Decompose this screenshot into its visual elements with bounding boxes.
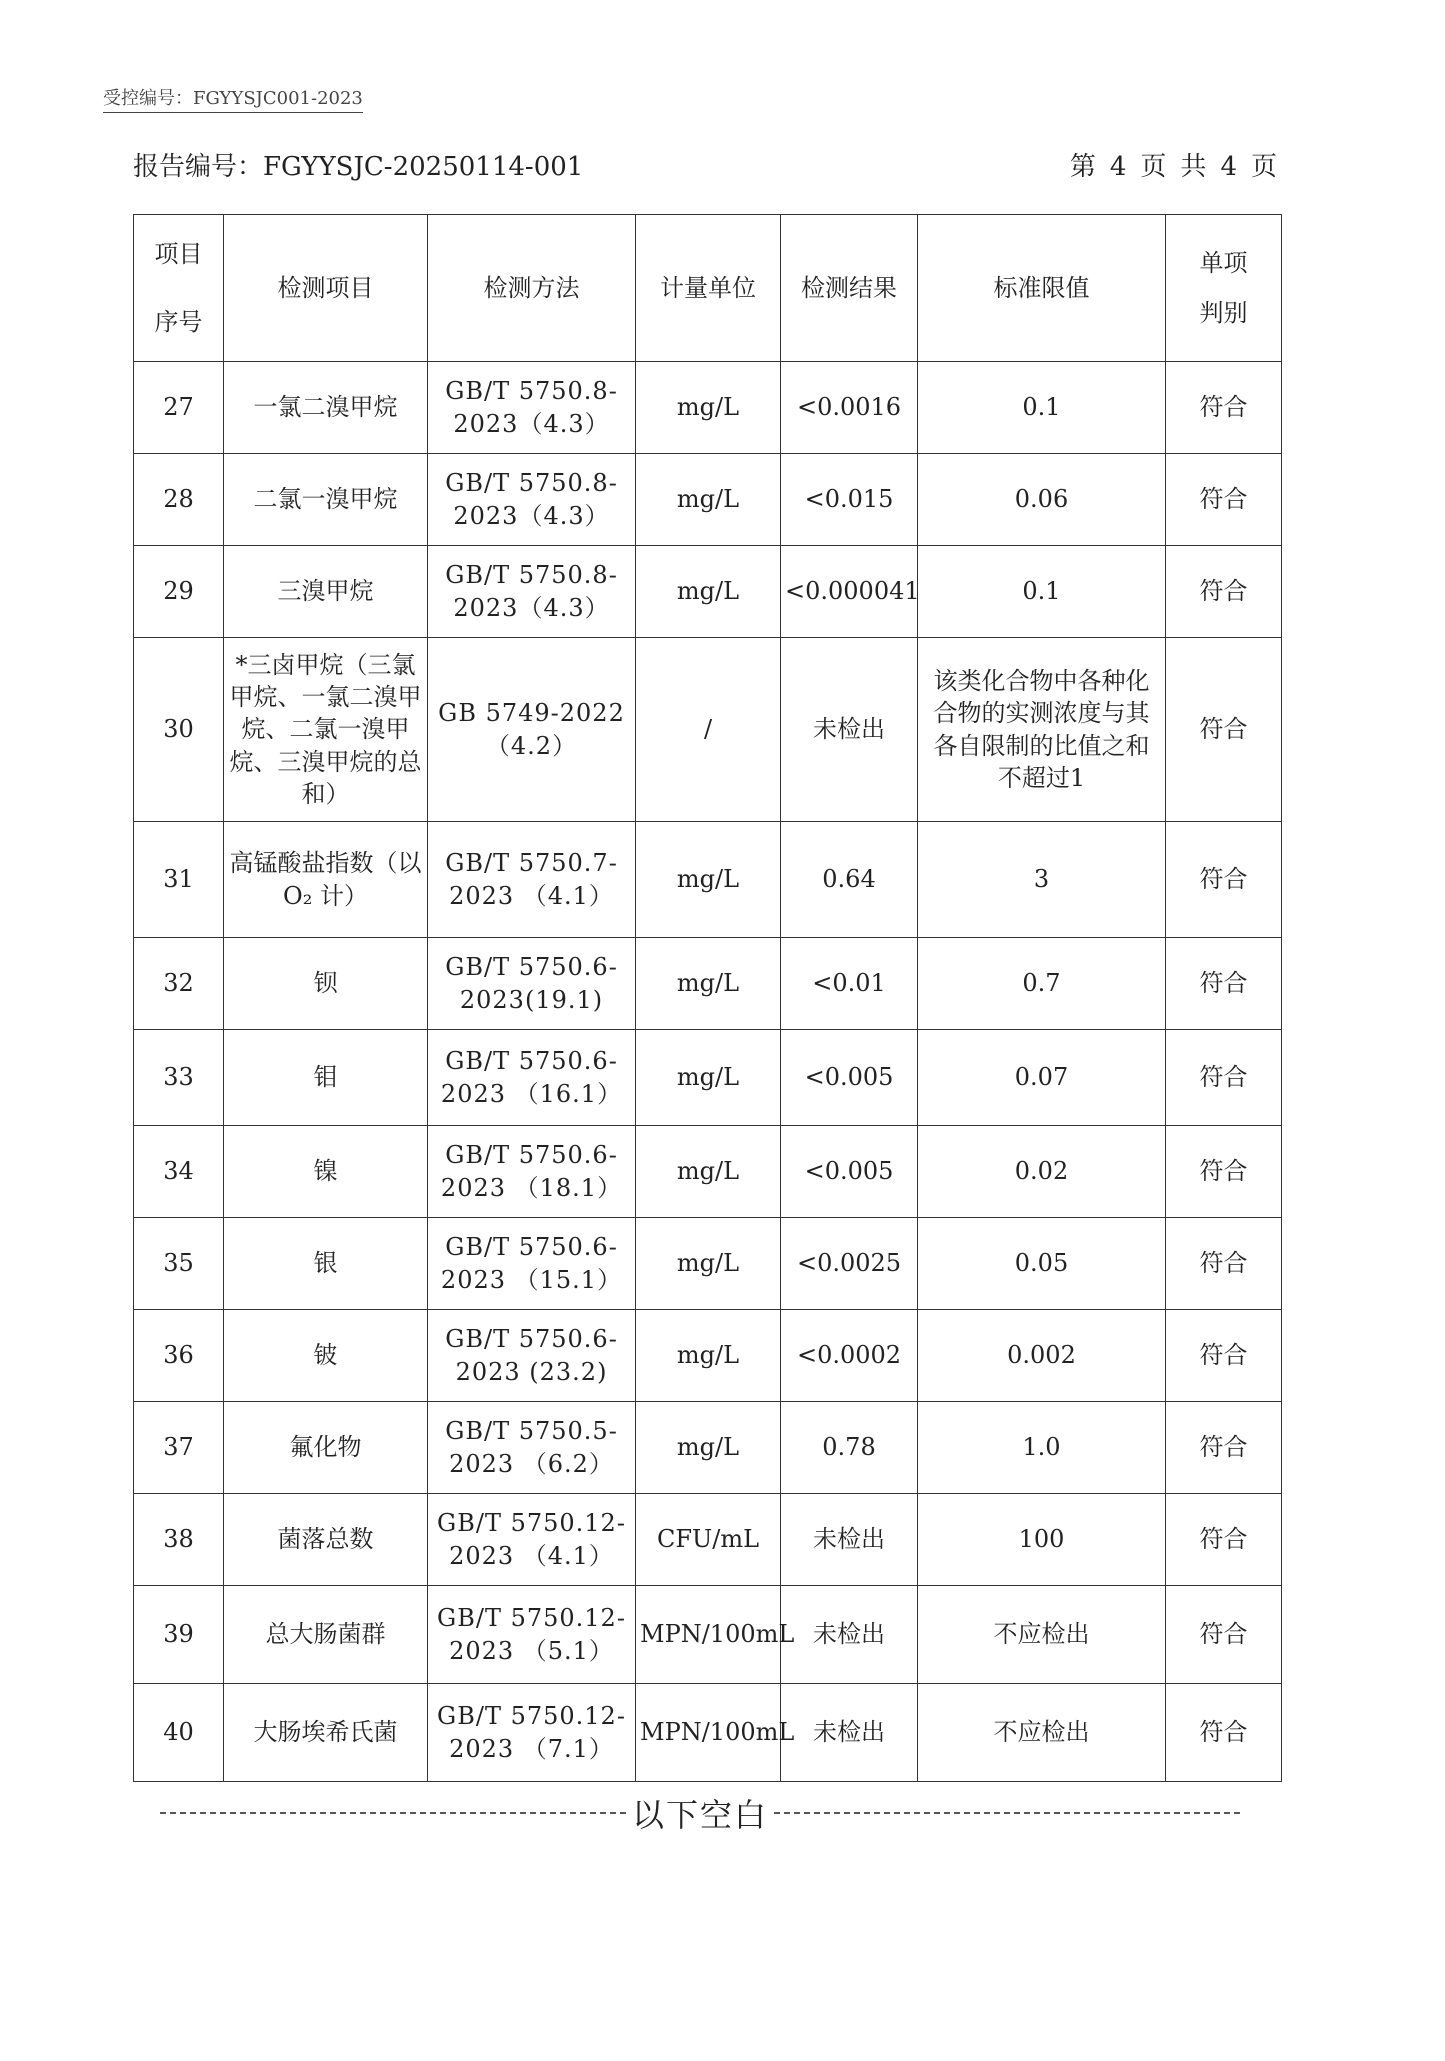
row-item: 二氯一溴甲烷 xyxy=(224,454,428,546)
row-number: 36 xyxy=(134,1310,224,1402)
row-item: 铍 xyxy=(224,1310,428,1402)
row-method: GB/T 5750.6-2023 （15.1） xyxy=(428,1218,636,1310)
row-number: 40 xyxy=(134,1684,224,1782)
table-row xyxy=(134,546,1282,638)
blank-below-marker xyxy=(160,1790,1240,1836)
row-item: 三溴甲烷 xyxy=(224,546,428,638)
row-number: 37 xyxy=(134,1402,224,1494)
header-judge-top: 单项 xyxy=(1199,248,1248,277)
row-method: GB/T 5750.5-2023 （6.2） xyxy=(428,1402,636,1494)
table-row xyxy=(134,362,1282,454)
table-row xyxy=(134,1030,1282,1126)
page-current: 4 xyxy=(1109,152,1129,182)
row-result: <0.0025 xyxy=(781,1218,918,1310)
header-seq-top: 项目 xyxy=(154,240,203,268)
page-word-ye: 页 xyxy=(1140,152,1169,182)
row-judge: 符合 xyxy=(1166,454,1282,546)
header-limit: 标准限值 xyxy=(918,215,1166,362)
report-number: 报告编号：FGYYSJC-20250114-001 xyxy=(133,152,584,182)
table-row xyxy=(134,1494,1282,1586)
row-unit: mg/L xyxy=(636,938,781,1030)
row-unit: mg/L xyxy=(636,454,781,546)
row-limit: 0.7 xyxy=(918,938,1166,1030)
row-judge: 符合 xyxy=(1166,362,1282,454)
row-method: GB 5749-2022（4.2） xyxy=(428,638,636,822)
row-judge: 符合 xyxy=(1166,1684,1282,1782)
row-limit: 不应检出 xyxy=(918,1684,1166,1782)
row-item: 总大肠菌群 xyxy=(224,1586,428,1684)
row-limit: 不应检出 xyxy=(918,1586,1166,1684)
row-item: *三卤甲烷（三氯甲烷、一氯二溴甲烷、二氯一溴甲烷、三溴甲烷的总和） xyxy=(224,638,428,822)
row-unit: / xyxy=(636,638,781,822)
row-limit: 0.1 xyxy=(918,546,1166,638)
row-number: 30 xyxy=(134,638,224,822)
row-method: GB/T 5750.8-2023（4.3） xyxy=(428,454,636,546)
row-method: GB/T 5750.12-2023 （4.1） xyxy=(428,1494,636,1586)
row-unit: mg/L xyxy=(636,822,781,938)
row-method: GB/T 5750.12-2023 （5.1） xyxy=(428,1586,636,1684)
row-judge: 符合 xyxy=(1166,1310,1282,1402)
row-item: 高锰酸盐指数（以O₂ 计） xyxy=(224,822,428,938)
row-method: GB/T 5750.8-2023（4.3） xyxy=(428,362,636,454)
row-result: 未检出 xyxy=(781,1586,918,1684)
page-word-di: 第 xyxy=(1069,152,1098,182)
row-judge: 符合 xyxy=(1166,1402,1282,1494)
row-limit: 0.06 xyxy=(918,454,1166,546)
header-seq-bottom: 序号 xyxy=(154,307,203,336)
page-total: 4 xyxy=(1220,152,1239,182)
row-unit: mg/L xyxy=(636,1030,781,1126)
row-judge: 符合 xyxy=(1166,1126,1282,1218)
table-row xyxy=(134,822,1282,938)
row-number: 29 xyxy=(134,546,224,638)
row-limit: 0.07 xyxy=(918,1030,1166,1126)
row-unit: MPN/100mL xyxy=(636,1586,781,1684)
row-unit: mg/L xyxy=(636,1310,781,1402)
row-number: 32 xyxy=(134,938,224,1030)
controlled-number: 受控编号：FGYYSJC001-2023 xyxy=(103,84,363,113)
row-item: 氟化物 xyxy=(224,1402,428,1494)
table-row xyxy=(134,1586,1282,1684)
seal-stamp-fragment xyxy=(1400,960,1445,1152)
row-result: 未检出 xyxy=(781,1494,918,1586)
row-result: 未检出 xyxy=(781,638,918,822)
row-result: 未检出 xyxy=(781,1684,918,1782)
row-limit: 0.1 xyxy=(918,362,1166,454)
table-row xyxy=(134,1402,1282,1494)
page-word-gong: 共 xyxy=(1180,152,1209,182)
row-number: 27 xyxy=(134,362,224,454)
row-item: 钼 xyxy=(224,1030,428,1126)
row-judge: 符合 xyxy=(1166,1494,1282,1586)
header-result: 检测结果 xyxy=(781,215,918,362)
row-result: <0.005 xyxy=(781,1126,918,1218)
row-unit: CFU/mL xyxy=(636,1494,781,1586)
row-limit: 0.02 xyxy=(918,1126,1166,1218)
row-result: <0.01 xyxy=(781,938,918,1030)
row-result: <0.0002 xyxy=(781,1310,918,1402)
table-row xyxy=(134,638,1282,822)
row-number: 35 xyxy=(134,1218,224,1310)
table-row xyxy=(134,1126,1282,1218)
row-result: <0.015 xyxy=(781,454,918,546)
header-unit: 计量单位 xyxy=(636,215,781,362)
row-method: GB/T 5750.7-2023 （4.1） xyxy=(428,822,636,938)
row-result: <0.005 xyxy=(781,1030,918,1126)
table-row xyxy=(134,938,1282,1030)
header-judge xyxy=(1166,215,1282,362)
test-results-table xyxy=(133,214,1282,1782)
row-unit: MPN/100mL xyxy=(636,1684,781,1782)
header-seq xyxy=(134,215,224,362)
page-indicator xyxy=(1064,146,1285,183)
header-item: 检测项目 xyxy=(224,215,428,362)
row-limit: 0.002 xyxy=(918,1310,1166,1402)
row-limit: 0.05 xyxy=(918,1218,1166,1310)
row-unit: mg/L xyxy=(636,362,781,454)
row-item: 钡 xyxy=(224,938,428,1030)
row-judge: 符合 xyxy=(1166,822,1282,938)
row-method: GB/T 5750.6-2023(19.1) xyxy=(428,938,636,1030)
row-unit: mg/L xyxy=(636,1218,781,1310)
header-judge-bottom: 判别 xyxy=(1199,298,1248,327)
table-row xyxy=(134,1218,1282,1310)
row-judge: 符合 xyxy=(1166,546,1282,638)
dash-left xyxy=(160,1812,626,1814)
table-row xyxy=(134,1310,1282,1402)
row-judge: 符合 xyxy=(1166,1218,1282,1310)
row-unit: mg/L xyxy=(636,1126,781,1218)
row-number: 28 xyxy=(134,454,224,546)
row-result: 0.78 xyxy=(781,1402,918,1494)
row-method: GB/T 5750.6-2023 (23.2) xyxy=(428,1310,636,1402)
row-method: GB/T 5750.6-2023 （16.1） xyxy=(428,1030,636,1126)
row-item: 菌落总数 xyxy=(224,1494,428,1586)
header-method: 检测方法 xyxy=(428,215,636,362)
row-limit: 100 xyxy=(918,1494,1166,1586)
row-judge: 符合 xyxy=(1166,1030,1282,1126)
row-number: 31 xyxy=(134,822,224,938)
row-number: 39 xyxy=(134,1586,224,1684)
row-result: <0.0016 xyxy=(781,362,918,454)
row-judge: 符合 xyxy=(1166,1586,1282,1684)
row-limit: 3 xyxy=(918,822,1166,938)
row-item: 一氯二溴甲烷 xyxy=(224,362,428,454)
blank-below-label: 以下空白 xyxy=(632,1796,769,1834)
row-unit: mg/L xyxy=(636,546,781,638)
row-result: <0.000041 xyxy=(781,546,918,638)
row-item: 镍 xyxy=(224,1126,428,1218)
row-limit: 1.0 xyxy=(918,1402,1166,1494)
row-result: 0.64 xyxy=(781,822,918,938)
row-item: 大肠埃希氏菌 xyxy=(224,1684,428,1782)
table-row xyxy=(134,1684,1282,1782)
row-method: GB/T 5750.6-2023 （18.1） xyxy=(428,1126,636,1218)
row-number: 38 xyxy=(134,1494,224,1586)
table-header-row xyxy=(134,215,1282,362)
row-item: 银 xyxy=(224,1218,428,1310)
row-method: GB/T 5750.12-2023 （7.1） xyxy=(428,1684,636,1782)
table-row xyxy=(134,454,1282,546)
page-word-ye2: 页 xyxy=(1250,152,1279,182)
row-number: 34 xyxy=(134,1126,224,1218)
dash-right xyxy=(774,1812,1240,1814)
row-judge: 符合 xyxy=(1166,638,1282,822)
row-unit: mg/L xyxy=(636,1402,781,1494)
row-limit: 该类化合物中各种化合物的实测浓度与其各自限制的比值之和不超过1 xyxy=(918,638,1166,822)
row-judge: 符合 xyxy=(1166,938,1282,1030)
row-method: GB/T 5750.8-2023（4.3） xyxy=(428,546,636,638)
row-number: 33 xyxy=(134,1030,224,1126)
